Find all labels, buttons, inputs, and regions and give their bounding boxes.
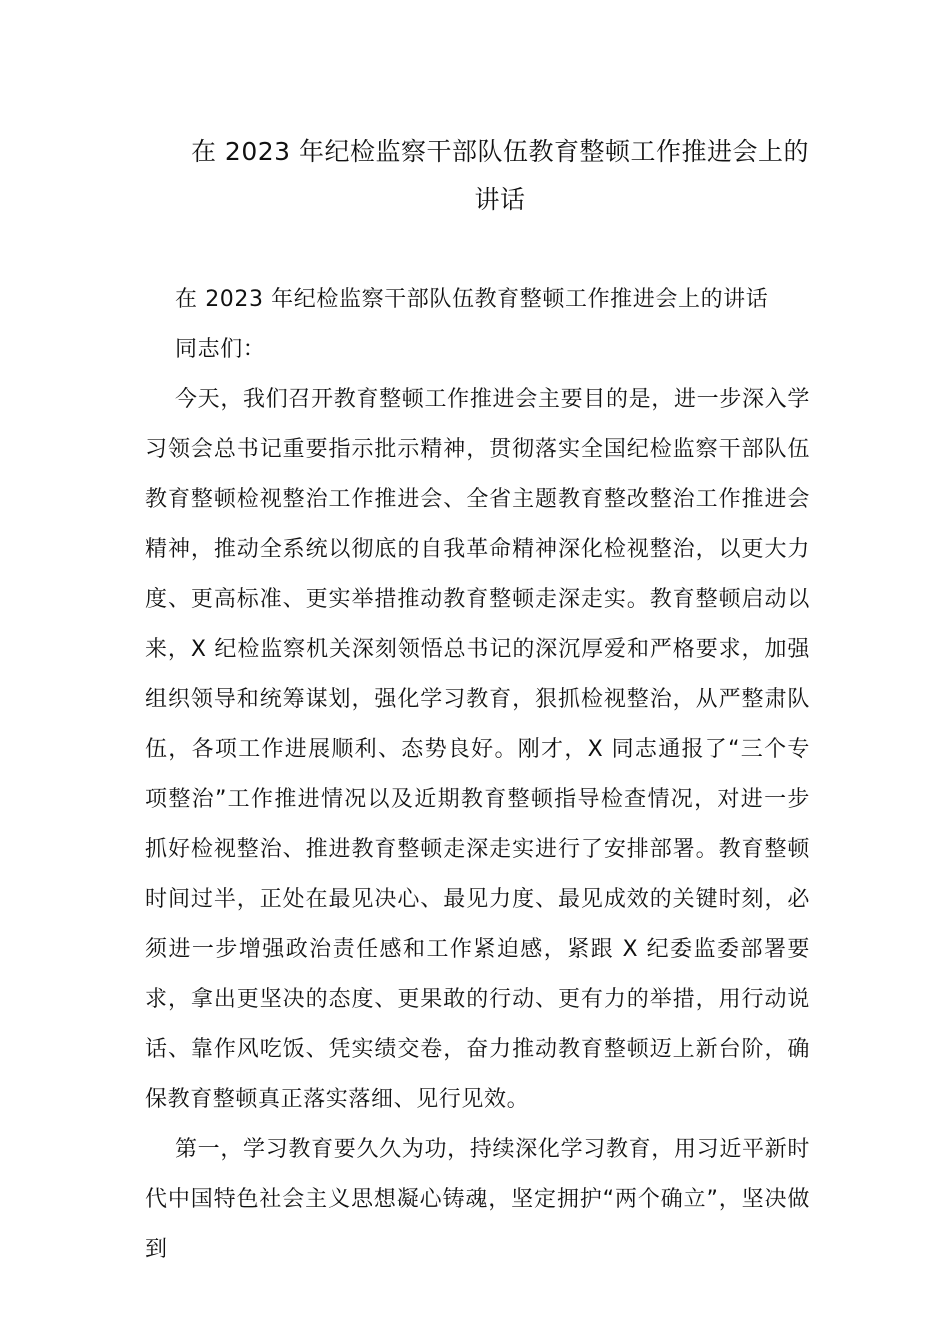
paragraph-2: 第一，学习教育要久久为功，持续深化学习教育，用习近平新时代中国特色社会主义思想凝心铸魂，坚定拥护“两个确立”，坚决做到: [145, 1137, 810, 1262]
title-line-1: 在 2023 年纪检监察干部队伍教育整顿工作推进会上的: [190, 137, 810, 166]
document-title: [145, 128, 855, 224]
document-body: [145, 275, 810, 1275]
body-subtitle: 在 2023 年纪检监察干部队伍教育整顿工作推进会上的讲话: [175, 287, 769, 312]
title-line-2: 讲话: [474, 185, 526, 214]
salutation: 同志们：: [175, 337, 266, 362]
paragraph-1: 今天，我们召开教育整顿工作推进会主要目的是，进一步深入学习领会总书记重要指示批示精神，贯彻落实全国纪检监察干部队伍教育整顿检视整治工作推进会、全省主题教育整改整治工作推进会精神，推动全系统以彻底的自我革命精神深化检视整治，以更大力度、更高标准、更实举措推动教育整顿走深走实。教育整顿启动以来，X 纪检监察机关深刻领悟总书记的深沉厚爱和严格要求，加强组织领导和统筹谋划，强化学习教育，狠抓检视整治，从严整肃队伍，各项工作进展顺利、态势良好。刚才，X 同志通报了“三个专项整治”工作推进情况以及近期教育整顿指导检查情况，对进一步抓好检视整治、推进教育整顿走深走实进行了安排部署。教育整顿时间过半，正处在最见决心、最见力度、最见成效的关键时刻，必须进一步增强政治责任感和工作紧迫感，紧跟 X 纪委监委部署要求，拿出更坚决的态度、更果敢的行动、更有力的举措，用行动说话、靠作风吃饭、凭实绩交卷，奋力推动教育整顿迈上新台阶，确保教育整顿真正落实落细、见行见效。: [145, 387, 810, 1112]
